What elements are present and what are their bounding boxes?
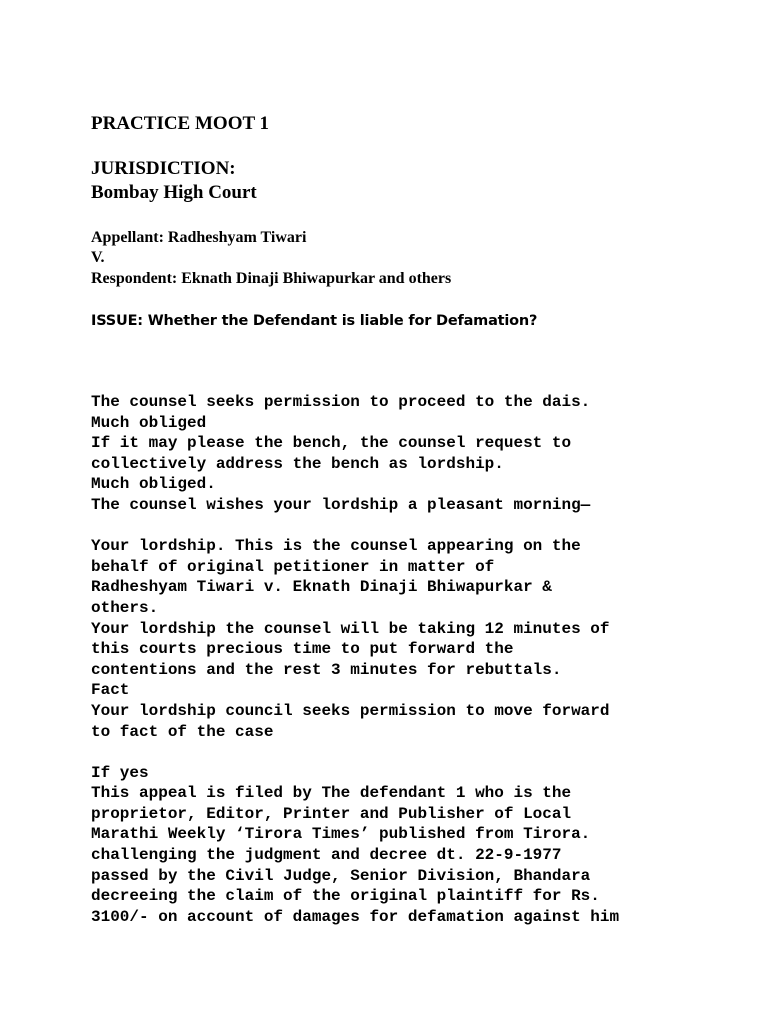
body-line: 3100/- on account of damages for defamation against him [91,907,620,926]
document-title: PRACTICE MOOT 1 [91,113,270,134]
body-line: decreeing the claim of the original plaintiff for Rs. [91,887,600,906]
body-line: to fact of the case [91,722,274,741]
body-line: Fact [91,681,130,700]
body-line: others. [91,598,159,617]
body-line: behalf of original petitioner in matter of [91,557,495,576]
body-line: proprietor, Editor, Printer and Publisher of Local [91,804,572,823]
appellant-line: Appellant: Radheshyam Tiwari [91,229,307,246]
body-line: The counsel seeks permission to proceed to the dais. [91,393,591,411]
issue-statement: ISSUE: Whether the Defendant is liable for Defamation? [91,313,538,329]
body-line: collectively address the bench as lordship. [91,454,504,473]
body-line [91,742,619,763]
body-line: If it may please the bench, the counsel request to [91,434,572,453]
body-line: The counsel wishes your lordship a pleasant morning— [91,495,591,514]
body-line: If yes [91,763,149,782]
body-line: passed by the Civil Judge, Senior Division, Bhandara [91,866,591,885]
body-line: contentions and the rest 3 minutes for rebuttals. [91,660,562,679]
body-text [91,392,619,927]
jurisdiction-value: Bombay High Court [91,182,257,203]
body-line: Much obliged [91,413,207,432]
versus-line: V. [91,249,105,266]
body-line: this courts precious time to put forward the [91,640,514,659]
body-line: Your lordship the counsel will be taking 12 minutes of [91,619,610,638]
body-line: This appeal is filed by The defendant 1 who is the [91,784,572,803]
body-line: Radheshyam Tiwari v. Eknath Dinaji Bhiwapurkar & [91,578,552,597]
body-line: Your lordship council seeks permission to move forward [91,701,610,720]
body-line [91,516,619,537]
body-line: Marathi Weekly ‘Tirora Times’ published from Tirora. [91,825,591,844]
body-line: Your lordship. This is the counsel appearing on the [91,537,581,556]
body-line: Much obliged. [91,475,216,494]
jurisdiction-label: JURISDICTION: [91,158,236,179]
body-line: challenging the judgment and decree dt. 22-9-1977 [91,846,562,865]
respondent-line: Respondent: Eknath Dinaji Bhiwapurkar and others [91,270,452,287]
